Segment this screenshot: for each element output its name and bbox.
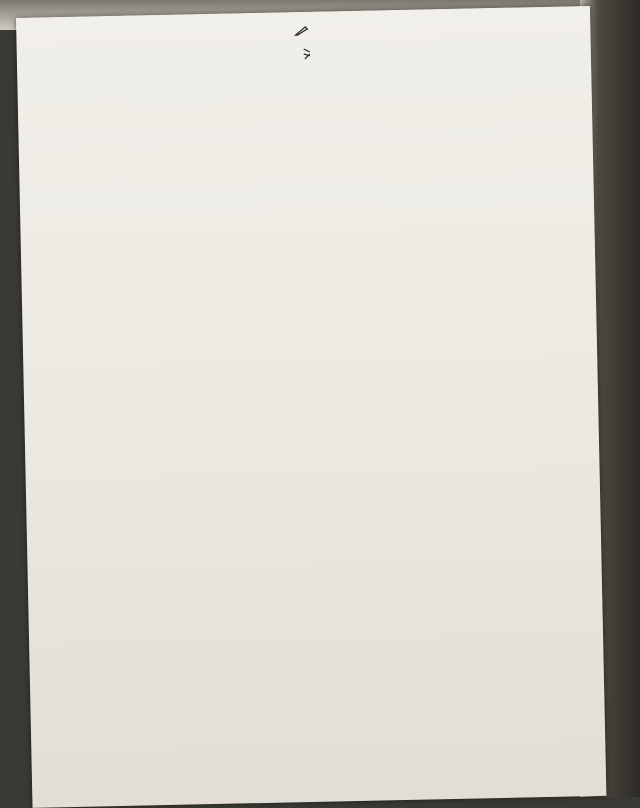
page-content (22, 14, 583, 74)
exam-page (16, 6, 606, 808)
pencil-mark-icon (294, 26, 308, 36)
pen-mark-icon (302, 48, 312, 60)
section-title-production (23, 40, 583, 70)
